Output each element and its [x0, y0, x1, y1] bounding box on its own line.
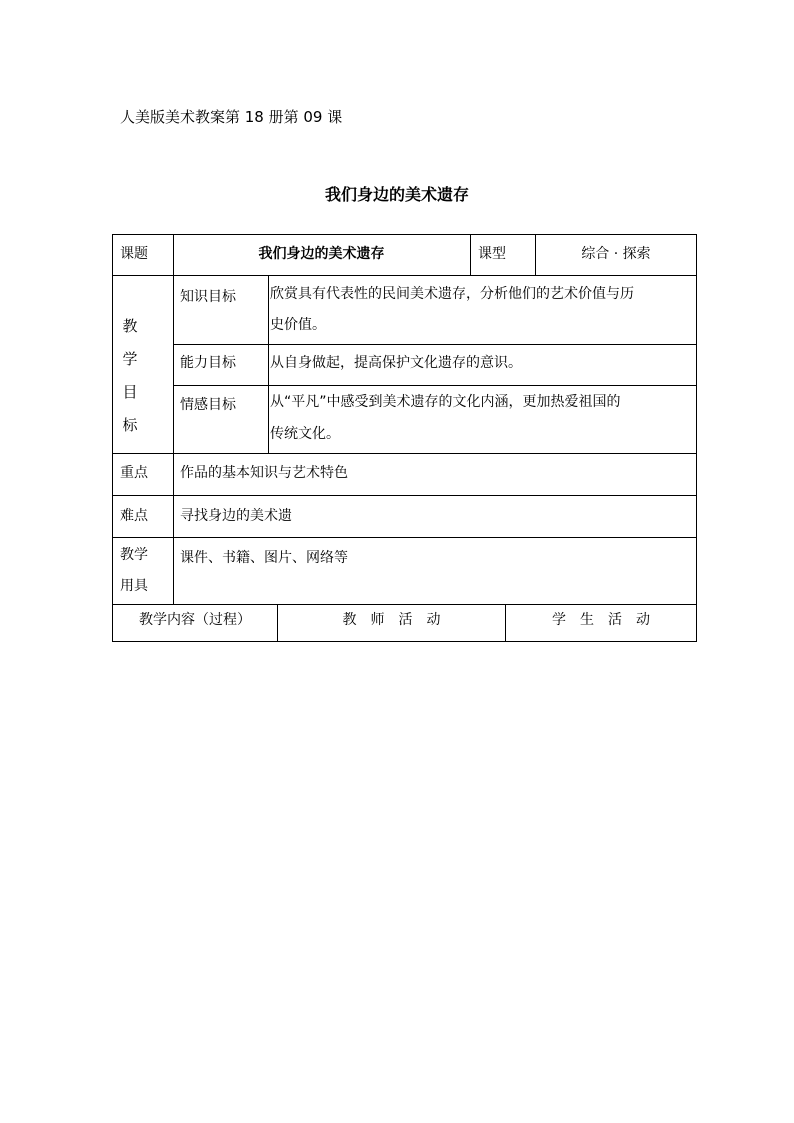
row-divider [173, 385, 696, 386]
tools-text: 课件、书籍、图片、网络等 [180, 550, 348, 566]
objectives-label-char: 学 [122, 350, 138, 368]
row-divider [113, 453, 696, 454]
row-divider [113, 537, 696, 538]
knowledge-objective-text: 史价值。 [270, 317, 326, 333]
document-header: 人美版美术教案第 18 册第 09 课 [120, 108, 343, 126]
ability-objective-text: 从自身做起，提高保护文化遗存的意识。 [270, 355, 522, 371]
col-divider [470, 235, 471, 275]
topic-value: 我们身边的美术遗存 [258, 246, 385, 262]
emotion-objective-text: 传统文化。 [270, 426, 340, 442]
knowledge-objective-text: 欣赏具有代表性的民间美术遗存，分析他们的艺术价值与历 [270, 286, 634, 302]
topic-label: 课题 [120, 246, 148, 262]
col-divider [268, 275, 269, 453]
objectives-label-char: 目 [122, 383, 138, 401]
content-column-header: 教学内容（过程） [139, 612, 251, 628]
emotion-objective-label: 情感目标 [180, 397, 236, 413]
row-divider [113, 275, 696, 276]
teacher-column-header: 教 师 活 动 [342, 612, 441, 628]
student-column-header: 学 生 活 动 [552, 612, 650, 628]
ability-objective-label: 能力目标 [180, 355, 236, 371]
document-title: 我们身边的美术遗存 [324, 185, 469, 204]
key-point-label: 重点 [120, 465, 148, 481]
lesson-type-value: 综合 · 探索 [581, 246, 651, 262]
row-divider [173, 344, 696, 345]
tools-label: 用具 [120, 578, 148, 594]
lesson-plan-table [112, 234, 697, 642]
objectives-label-char: 标 [122, 416, 138, 434]
objectives-label-char: 教 [122, 317, 138, 335]
knowledge-objective-label: 知识目标 [180, 289, 236, 305]
emotion-objective-text: 从“平凡”中感受到美术遗存的文化内涵，更加热爱祖国的 [270, 394, 621, 410]
tools-label: 教学 [120, 547, 148, 563]
difficulty-label: 难点 [120, 508, 148, 524]
lesson-type-label: 课型 [478, 246, 506, 262]
col-divider [173, 235, 174, 604]
key-point-text: 作品的基本知识与艺术特色 [180, 465, 348, 481]
row-divider [113, 495, 696, 496]
difficulty-text: 寻找身边的美术遗 [180, 508, 292, 524]
